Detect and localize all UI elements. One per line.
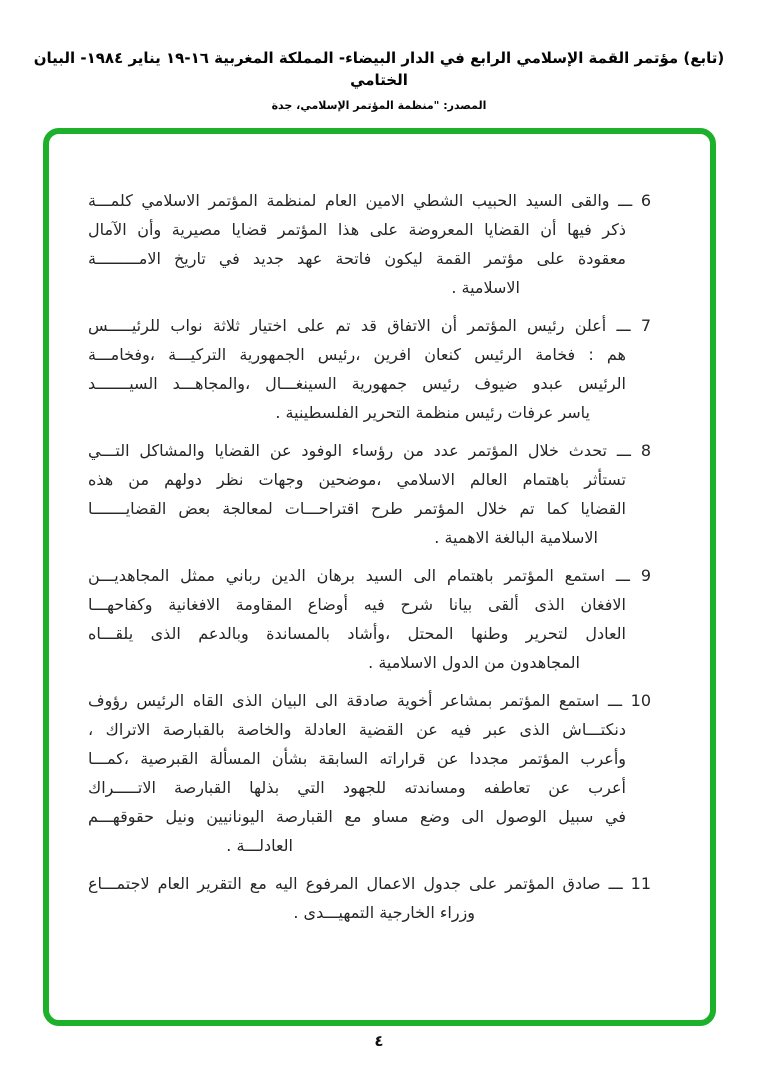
item-line: القضايا كما تم خلال المؤتمر طرح اقتراحـــات لمعالجة بعض القضايـــــــا [88,499,626,518]
numbered-paragraph [88,436,651,552]
numbered-paragraph [88,311,651,427]
page-number: ٤ [374,1032,384,1050]
item-line: العادلـــة . [226,836,293,855]
document-header [0,48,758,112]
item-first-line: 8 ـــ تحدث خلال المؤتمر عدد من رؤساء الوفود عن القضايا والمشاكل التـــي [88,441,651,460]
item-line: العادل لتحرير وطنها المحتل ،وأشاد بالمساندة وبالدعم الذى يلقـــاه [88,624,626,643]
item-line: في سبيل الوصول الى وضع مساو مع القبارصة اليونانيين ونيل حقوقهـــم [88,807,626,826]
numbered-paragraph [88,186,651,302]
item-first-line: 11 ـــ صادق المؤتمر على جدول الاعمال المرفوع اليه مع التقرير العام لاجتمـــاع [88,874,651,893]
numbered-paragraph [88,869,651,927]
item-first-line: 6 ـــ والقى السيد الحبيب الشطي الامين العام لمنظمة المؤتمر الاسلامي كلمـــة [88,191,651,210]
item-line: وأعرب المؤتمر مجددا عن قراراته السابقة بشأن المسألة القبرصية ،كمـــا [88,749,626,768]
item-first-line: 10 ـــ استمع المؤتمر بمشاعر أخوية صادقة الى البيان الذى القاه الرئيس رؤوف [88,691,651,710]
header-title: (تابع) مؤتمر القمة الإسلامي الرابع في الدار البيضاء- المملكة المغربية ١٦-١٩ يناير ١٩٨٤- البيان الختامي [33,49,725,89]
document-body [88,186,651,936]
item-line: دنكتـــاش الذى عبر فيه عن القضية العادلة والخاصة بالقبارصة الاتراك ، [88,720,626,739]
numbered-paragraph [88,561,651,677]
item-line: الاسلامية البالغة الاهمية . [434,528,598,547]
scan-frame [43,128,716,1026]
header-source: المصدر: "منظمة المؤتمر الإسلامي، جدة [271,98,487,112]
item-line: ذكر فيها أن القضايا المعروضة على هذا المؤتمر قضايا مصيرية وأن الآمال [88,220,626,239]
item-line: تستأثر باهتمام العالم الاسلامي ،موضحين وجهات نظر دولهم من هذه [88,470,626,489]
item-line: الرئيس عبدو ضيوف رئيس جمهورية السينغـــال ،والمجاهـــد السيـــــــد [88,374,626,393]
item-line: الاسلامية . [451,278,520,297]
item-first-line: 9 ـــ استمع المؤتمر باهتمام الى السيد برهان الدين رباني ممثل المجاهديـــن [88,566,651,585]
item-line: أعرب عن تعاطفه ومساندته للجهود التي بذلها القبارصة الاتـــــراك [88,778,626,797]
item-line: المجاهدون من الدول الاسلامية . [368,653,580,672]
numbered-paragraph [88,686,651,860]
item-line: معقودة على مؤتمر القمة ليكون فاتحة عهد جديد في تاريخ الامـــــــــة [88,249,626,268]
item-line: ياسر عرفات رئيس منظمة التحرير الفلسطينية . [275,403,590,422]
item-line: الافغان الذى ألقى بيانا شرح فيه أوضاع المقاومة الافغانية وكفاحهـــا [88,595,626,614]
item-first-line: 7 ـــ أعلن رئيس المؤتمر أن الاتفاق قد تم على اختيار ثلاثة نواب للرئيـــــس [88,316,651,335]
item-line: وزراء الخارجية التمهيـــدى . [293,903,475,922]
item-line: هم : فخامة الرئيس كنعان افرين ،رئيس الجمهورية التركيـــة ،وفخامـــة [88,345,626,364]
